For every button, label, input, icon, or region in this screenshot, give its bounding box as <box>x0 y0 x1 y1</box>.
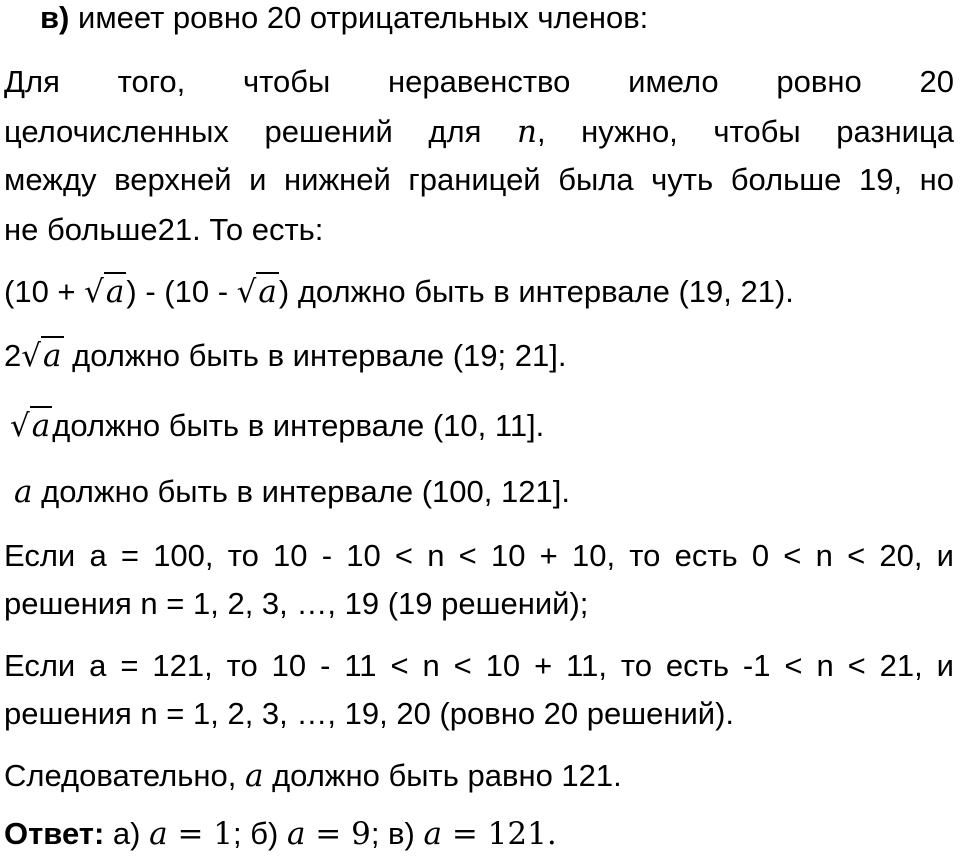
variable-a: a <box>423 816 442 852</box>
step-3 <box>10 406 954 446</box>
intro-line-4: не больше21. То есть: <box>4 212 324 247</box>
sqrt-var: a <box>31 408 51 444</box>
variable-a: a <box>286 816 306 852</box>
answer-part-b: ; б) <box>233 816 279 851</box>
sqrt-a-3: √a <box>21 338 62 374</box>
step-4-text: должно быть в интервале (100, 121]. <box>41 474 570 509</box>
sqrt-a-1: √a <box>84 274 125 310</box>
step-2 <box>4 336 954 376</box>
answer-part-a: а) <box>112 816 141 851</box>
case-1-line-2: решения n = 1, 2, 3, …, 19 (19 решений); <box>4 586 589 621</box>
step-2-coef: 2 <box>4 338 22 373</box>
step-1-close: ) должно быть в интервале (19, 21). <box>278 274 794 309</box>
intro-line-2 <box>4 112 954 152</box>
step-1-mid: ) - (10 - <box>126 274 229 309</box>
sqrt-a-4: √a <box>10 408 51 444</box>
sqrt-var: a <box>258 274 277 310</box>
answer-value-c: = 121. <box>441 816 557 852</box>
step-2-text: должно быть в интервале (19; 21]. <box>72 338 567 373</box>
intro-line-1: Для того, чтобы неравенство имело ровно 20 <box>4 64 954 99</box>
answer <box>4 814 954 854</box>
variable-a: a <box>14 474 33 510</box>
intro-line-2-a: целочисленных решений для <box>4 114 482 149</box>
variable-a: a <box>149 816 168 852</box>
part-heading <box>40 0 954 38</box>
part-text: имеет ровно 20 отрицательных членов: <box>78 0 649 35</box>
answer-value-b: = 9 <box>305 816 371 852</box>
intro-line-2-b: , нужно, чтобы разница <box>536 114 954 149</box>
variable-a: a <box>244 758 264 794</box>
step-3-text: должно быть в интервале (10, 11]. <box>52 408 545 443</box>
conclusion <box>4 756 954 796</box>
sqrt-var: a <box>43 338 62 374</box>
part-label: в) <box>40 0 70 35</box>
sqrt-a-2: √a <box>236 274 277 310</box>
sqrt-var: a <box>105 274 125 310</box>
answer-label: Ответ: <box>4 816 105 851</box>
conclusion-a: Следовательно, <box>4 758 237 793</box>
case-2-line-2: решения n = 1, 2, 3, …, 19, 20 (ровно 20 решений). <box>4 696 735 731</box>
variable-n: n <box>516 114 537 150</box>
step-4 <box>14 472 954 512</box>
step-1 <box>4 272 954 312</box>
answer-value-a: = 1 <box>167 816 233 852</box>
case-1-line-1: Если a = 100, то 10 - 10 < n < 10 + 10, то есть 0 < n < 20, и <box>4 538 954 573</box>
answer-part-c: ; в) <box>370 816 415 851</box>
intro-line-3: между верхней и нижней границей была чуть больше 19, но <box>4 162 954 197</box>
case-2-line-1: Если a = 121, то 10 - 11 < n < 10 + 11, то есть -1 < n < 21, и <box>4 648 954 683</box>
step-1-open: (10 + <box>4 274 76 309</box>
conclusion-b: должно быть равно 121. <box>272 758 622 793</box>
